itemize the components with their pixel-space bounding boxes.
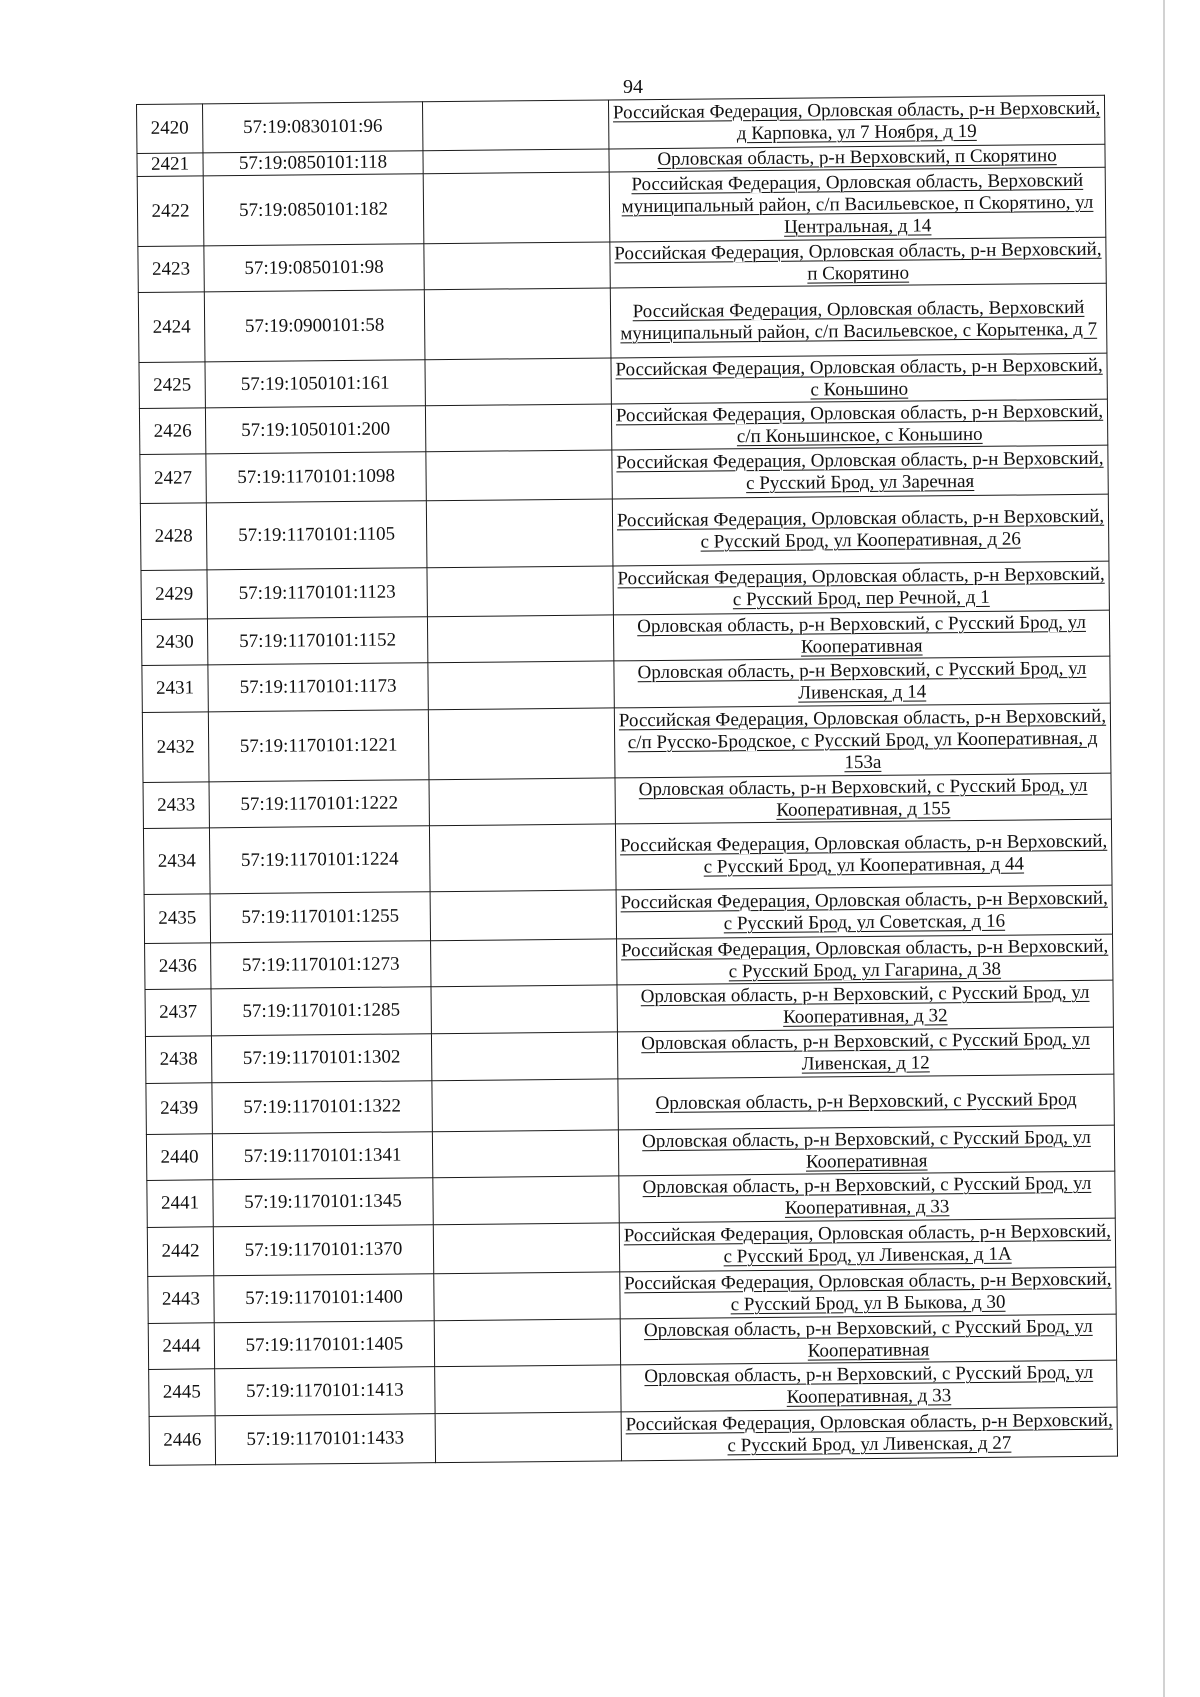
row-number: 2421 bbox=[137, 153, 203, 177]
cadastral-number: 57:19:1170101:1400 bbox=[214, 1274, 434, 1323]
address-text: Орловская область, р-н Верховский, п Скорятино bbox=[657, 145, 1057, 170]
empty-cell bbox=[431, 985, 617, 1034]
table-row bbox=[149, 1407, 1117, 1465]
cadastral-number: 57:19:0850101:98 bbox=[204, 244, 424, 292]
empty-cell bbox=[425, 404, 611, 452]
address-cell bbox=[621, 1407, 1117, 1461]
row-number: 2438 bbox=[145, 1036, 211, 1084]
empty-cell bbox=[435, 1412, 621, 1463]
empty-cell bbox=[431, 939, 617, 987]
address-text: Российская Федерация, Орловская область, р-н Верховский, д Карповка, ул 7 Ноября, д 19 bbox=[612, 97, 1101, 145]
address-cell bbox=[620, 1267, 1116, 1319]
cadastral-number: 57:19:1170101:1255 bbox=[210, 892, 430, 943]
address-text: Российская Федерация, Орловская область, р-н Верховский, с Русский Брод, ул Ливенская, д 27 bbox=[625, 1409, 1113, 1457]
address-cell bbox=[612, 494, 1109, 566]
address-cell bbox=[619, 1218, 1115, 1272]
empty-cell bbox=[429, 778, 615, 826]
cadastral-number: 57:19:0830101:96 bbox=[203, 102, 423, 153]
address-cell bbox=[616, 885, 1112, 939]
empty-cell bbox=[426, 450, 612, 501]
cadastral-number: 57:19:1170101:1285 bbox=[211, 987, 431, 1036]
empty-cell bbox=[424, 288, 611, 360]
table-row bbox=[142, 703, 1111, 782]
empty-cell bbox=[423, 149, 609, 174]
empty-cell bbox=[433, 1223, 619, 1274]
row-number: 2424 bbox=[138, 292, 205, 363]
row-number: 2435 bbox=[144, 894, 210, 944]
cadastral-number: 57:19:1170101:1322 bbox=[212, 1081, 432, 1134]
address-cell bbox=[617, 1027, 1113, 1079]
empty-cell bbox=[428, 661, 614, 710]
table-row bbox=[138, 283, 1107, 362]
address-text: Российская Федерация, Орловская область, р-н Верховский, с Русский Брод, ул Советская, д 16 bbox=[620, 887, 1108, 935]
row-number: 2422 bbox=[137, 176, 204, 247]
row-number: 2436 bbox=[145, 943, 211, 990]
empty-cell bbox=[427, 566, 613, 617]
address-cell bbox=[615, 819, 1112, 890]
row-number: 2434 bbox=[143, 828, 210, 895]
address-cell bbox=[611, 399, 1107, 450]
address-text: Орловская область, р-н Верховский, с Русский Брод, ул Кооперативная, д 32 bbox=[640, 981, 1090, 1028]
cadastral-number: 57:19:1170101:1302 bbox=[211, 1034, 431, 1083]
cadastral-number: 57:19:0900101:58 bbox=[204, 290, 425, 362]
row-number: 2432 bbox=[142, 712, 209, 783]
empty-cell bbox=[431, 1032, 617, 1081]
address-cell bbox=[611, 353, 1107, 404]
table-row bbox=[137, 167, 1106, 246]
address-text: Российская Федерация, Орловская область, р-н Верховский, с Русский Брод, ул Ливенская, д 1А bbox=[623, 1220, 1112, 1268]
address-text: Российская Федерация, Орловская область, р-н Верховский, с Русский Брод, ул В Быкова, д 30 bbox=[624, 1268, 1112, 1316]
address-text: Орловская область, р-н Верховский, с Русский Брод, ул Кооперативная, д 155 bbox=[638, 774, 1088, 821]
address-text: Российская Федерация, Орловская область, р-н Верховский, с Русский Брод, ул Кооперативная, д 26 bbox=[616, 505, 1105, 553]
row-number: 2437 bbox=[145, 989, 211, 1037]
address-text: Орловская область, р-н Верховский, с Русский Брод, ул Кооперативная, д 33 bbox=[644, 1361, 1094, 1408]
page-edge bbox=[1163, 0, 1165, 1697]
empty-cell bbox=[435, 1365, 621, 1414]
cadastral-number: 57:19:1170101:1173 bbox=[208, 663, 428, 712]
empty-cell bbox=[428, 708, 615, 780]
cadastral-number: 57:19:1170101:1273 bbox=[211, 941, 431, 989]
cadastral-number: 57:19:1170101:1345 bbox=[213, 1178, 433, 1227]
address-cell bbox=[612, 445, 1108, 499]
address-text: Российская Федерация, Орловская область, Верховский муниципальный район, с/п Васильевское, с Корытенка, д 7 bbox=[620, 296, 1098, 344]
empty-cell bbox=[433, 1176, 619, 1225]
address-text: Орловская область, р-н Верховский, с Русский Брод, ул Кооперативная bbox=[642, 1126, 1091, 1173]
address-text: Российская Федерация, Орловская область, р-н Верховский, с Русский Брод, ул Заречная bbox=[616, 447, 1104, 495]
row-number: 2426 bbox=[139, 408, 205, 455]
address-cell bbox=[613, 610, 1109, 661]
row-number: 2428 bbox=[140, 503, 207, 571]
row-number: 2427 bbox=[140, 454, 206, 504]
address-text: Орловская область, р-н Верховский, с Русский Брод, ул Кооперативная, д 33 bbox=[642, 1172, 1092, 1219]
empty-cell bbox=[427, 615, 613, 663]
row-number: 2440 bbox=[146, 1134, 212, 1181]
row-number: 2443 bbox=[148, 1276, 214, 1324]
row-number: 2441 bbox=[147, 1180, 213, 1228]
cadastral-number: 57:19:1170101:1224 bbox=[209, 826, 430, 894]
address-cell bbox=[614, 656, 1110, 708]
address-cell bbox=[621, 1360, 1117, 1412]
row-number: 2429 bbox=[141, 570, 207, 620]
table-row bbox=[140, 494, 1109, 570]
cadastral-number: 57:19:1170101:1405 bbox=[214, 1321, 434, 1369]
address-text: Российская Федерация, Орловская область, р-н Верховский, с/п Коньшинское, с Коньшино bbox=[615, 400, 1104, 447]
cadastral-number: 57:19:1170101:1222 bbox=[209, 780, 429, 828]
address-cell bbox=[614, 703, 1111, 778]
row-number: 2444 bbox=[148, 1323, 214, 1370]
page-number: 94 bbox=[623, 76, 643, 98]
address-cell bbox=[617, 980, 1113, 1032]
cadastral-number: 57:19:1170101:1413 bbox=[215, 1367, 435, 1416]
empty-cell bbox=[424, 242, 610, 290]
address-text: Российская Федерация, Орловская область, р-н Верховский, с/п Русско-Бродское, с Русский Брод, ул Кооперативная, д 153а bbox=[618, 705, 1107, 773]
cadastral-number: 57:19:1170101:1370 bbox=[213, 1225, 433, 1276]
row-number: 2446 bbox=[149, 1416, 215, 1466]
empty-cell bbox=[423, 172, 610, 244]
empty-cell bbox=[430, 890, 616, 941]
cadastral-number: 57:19:1170101:1105 bbox=[206, 501, 427, 570]
cadastral-number: 57:19:1050101:161 bbox=[205, 360, 425, 408]
row-number: 2433 bbox=[143, 782, 209, 829]
address-text: Орловская область, р-н Верховский, с Русский Брод, ул Ливенская, д 12 bbox=[641, 1028, 1090, 1075]
empty-cell bbox=[434, 1319, 620, 1367]
address-cell bbox=[618, 1074, 1114, 1130]
address-cell bbox=[620, 1314, 1116, 1365]
address-cell bbox=[610, 237, 1106, 288]
row-number: 2442 bbox=[147, 1227, 213, 1277]
address-text: Российская Федерация, Орловская область, р-н Верховский, с Русский Брод, пер Речной, д 1 bbox=[617, 563, 1105, 611]
address-cell bbox=[610, 283, 1107, 358]
address-text: Российская Федерация, Орловская область, р-н Верховский, п Скорятино bbox=[614, 238, 1102, 285]
address-cell bbox=[618, 1125, 1114, 1176]
empty-cell bbox=[422, 100, 608, 151]
cadastral-number: 57:19:1170101:1123 bbox=[207, 568, 427, 619]
cadastral-number: 57:19:1170101:1221 bbox=[208, 710, 429, 782]
row-number: 2439 bbox=[146, 1083, 212, 1135]
row-number: 2420 bbox=[137, 104, 203, 154]
address-text: Орловская область, р-н Верховский, с Русский Брод bbox=[655, 1089, 1077, 1115]
address-text: Российская Федерация, Орловская область, р-н Верховский, с Коньшино bbox=[615, 354, 1103, 401]
address-cell bbox=[608, 95, 1104, 149]
row-number: 2445 bbox=[149, 1369, 215, 1417]
address-text: Орловская область, р-н Верховский, с Русский Брод, ул Кооперативная bbox=[643, 1315, 1093, 1362]
empty-cell bbox=[434, 1272, 620, 1321]
address-text: Российская Федерация, Орловская область, р-н Верховский, с Русский Брод, ул Кооперативная, д 44 bbox=[619, 830, 1108, 878]
address-cell bbox=[615, 773, 1111, 824]
row-number: 2431 bbox=[142, 665, 208, 713]
empty-cell bbox=[432, 1130, 618, 1178]
row-number: 2423 bbox=[138, 246, 204, 293]
empty-cell bbox=[426, 499, 613, 568]
address-text: Орловская область, р-н Верховский, с Русский Брод, ул Кооперативная bbox=[637, 611, 1086, 658]
address-cell bbox=[609, 167, 1106, 242]
cadastral-table bbox=[136, 95, 1118, 1466]
cadastral-number: 57:19:1170101:1098 bbox=[206, 452, 426, 503]
address-text: Российская Федерация, Орловская область, Верховский муниципальный район, с/п Васильевское, п Скорятино, ул Центральная, д 14 bbox=[621, 169, 1094, 238]
cadastral-number: 57:19:0850101:118 bbox=[203, 151, 423, 176]
row-number: 2425 bbox=[139, 362, 205, 409]
cadastral-number: 57:19:1170101:1152 bbox=[207, 617, 427, 665]
cadastral-number: 57:19:1170101:1341 bbox=[212, 1132, 432, 1180]
address-text: Орловская область, р-н Верховский, с Русский Брод, ул Ливенская, д 14 bbox=[637, 657, 1087, 704]
cadastral-number: 57:19:1170101:1433 bbox=[215, 1414, 435, 1465]
table-row bbox=[146, 1074, 1114, 1134]
cadastral-number: 57:19:0850101:182 bbox=[203, 174, 424, 246]
address-cell bbox=[619, 1171, 1115, 1223]
table-row bbox=[143, 819, 1112, 894]
row-number: 2430 bbox=[141, 619, 207, 666]
cadastral-number: 57:19:1050101:200 bbox=[205, 406, 425, 454]
empty-cell bbox=[429, 824, 616, 892]
empty-cell bbox=[432, 1079, 618, 1132]
address-cell bbox=[613, 561, 1109, 615]
address-text: Российская Федерация, Орловская область, р-н Верховский, с Русский Брод, ул Гагарина, д 38 bbox=[620, 935, 1109, 982]
address-cell bbox=[617, 934, 1113, 985]
empty-cell bbox=[425, 358, 611, 406]
